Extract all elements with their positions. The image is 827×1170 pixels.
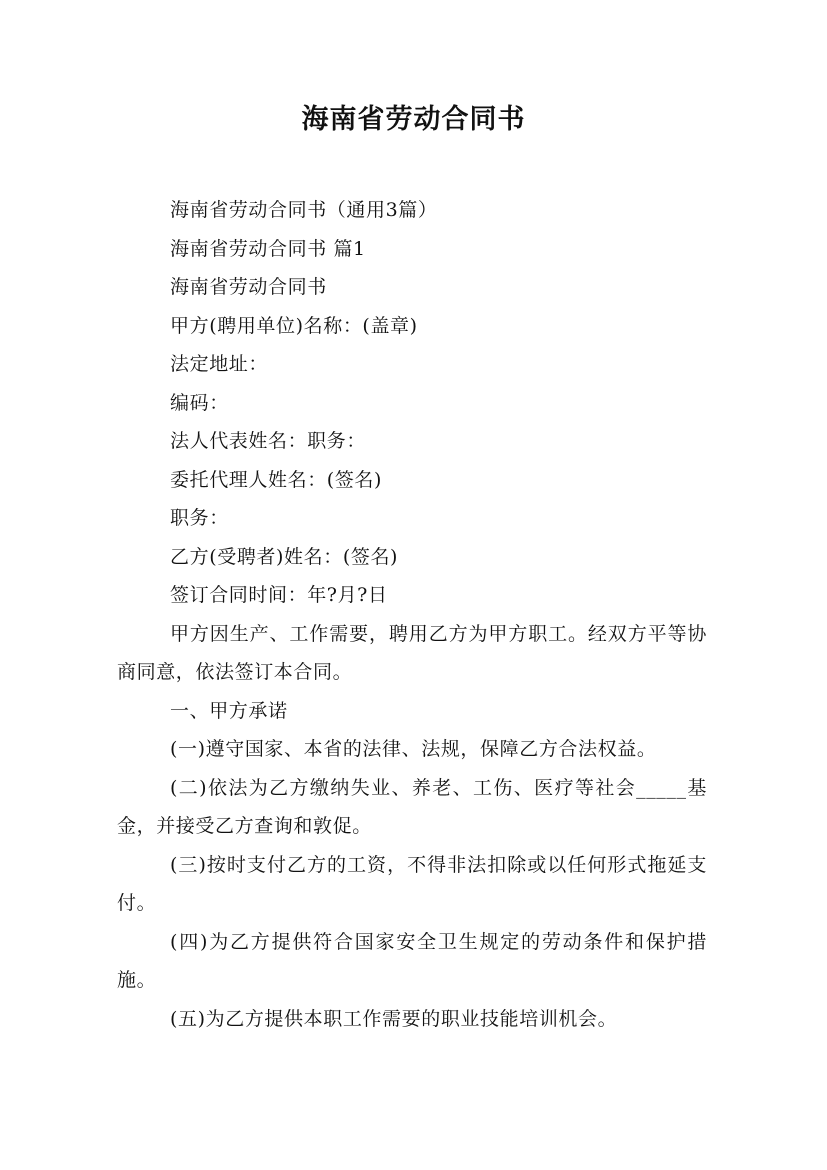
legal-rep-field: 法人代表姓名：职务： xyxy=(170,430,367,452)
contract-name-line: 海南省劳动合同书 xyxy=(170,276,327,298)
section-party-a-commitments: 一、甲方承诺 xyxy=(170,699,288,722)
contract-preamble: 甲方因生产、工作需要，聘用乙方为甲方职工。经双方平等协商同意，依法签订本合同。 xyxy=(117,622,707,683)
doc-section-heading-1: 海南省劳动合同书 篇1 xyxy=(170,237,366,260)
postal-code-field: 编码： xyxy=(170,391,229,414)
signing-date-field: 签订合同时间：年?月?日 xyxy=(170,584,388,606)
document-title: 海南省劳动合同书 xyxy=(301,104,526,135)
clause-3: (三)按时支付乙方的工资，不得非法扣除或以任何形式拖延支付。 xyxy=(117,853,707,914)
clause-1: (一)遵守国家、本省的法律、法规，保障乙方合法权益。 xyxy=(170,738,657,760)
legal-address-field: 法定地址： xyxy=(170,353,269,375)
position-field: 职务： xyxy=(170,507,229,529)
party-a-name-field: 甲方(聘用单位)名称：(盖章) xyxy=(170,314,418,337)
party-b-name-field: 乙方(受聘者)姓名：(签名) xyxy=(170,545,399,568)
clause-5: (五)为乙方提供本职工作需要的职业技能培训机会。 xyxy=(170,1007,618,1030)
doc-subtitle-general: 海南省劳动合同书（通用3篇） xyxy=(170,199,438,221)
agent-name-field: 委托代理人姓名：(签名) xyxy=(170,468,383,491)
clause-4: (四)为乙方提供符合国家安全卫生规定的劳动条件和保护措施。 xyxy=(117,930,707,991)
clause-2: (二)依法为乙方缴纳失业、养老、工伤、医疗等社会_____基金，并接受乙方查询和敦促。 xyxy=(117,776,707,837)
document-body xyxy=(117,191,707,1038)
